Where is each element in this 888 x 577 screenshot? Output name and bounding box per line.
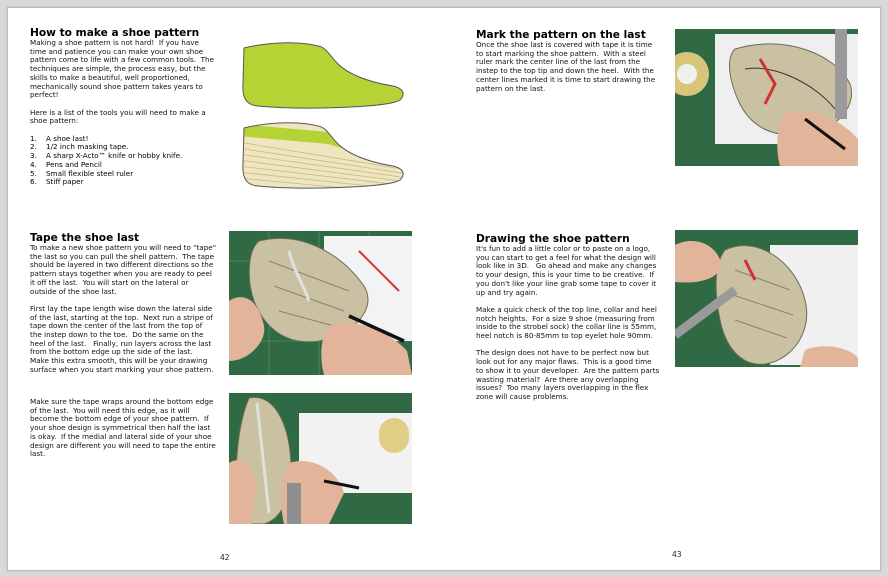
- section-drawing-pattern: [476, 233, 661, 402]
- list-item: 1. A shoe last!: [30, 133, 89, 143]
- section-title: Drawing the shoe pattern: [476, 233, 630, 245]
- list-item: 4. Pens and Pencil: [30, 159, 102, 169]
- section-mark-pattern: [476, 29, 661, 93]
- section-tape-last: [30, 232, 219, 375]
- paragraph: It's fun to add a little color or to paste on a logo, you can start to get a feel for what the design will look like in 3D. Go ahead and make any changes to your design, this is your time to be creative. If you don't like your line grab some tape to cover it up and try again.: [476, 244, 659, 297]
- mark-pattern-photo: [675, 29, 858, 166]
- right-page: [444, 8, 880, 570]
- section-tape-last-cont: [30, 397, 219, 459]
- paragraph: Make a quick check of the top line, collar and heel notch heights. For a size 9 shoe (measuring from inside to the strobel sock) the collar line is 55mm, heel notch is 80-85mm to top eyelet hole 90mm.: [476, 304, 660, 341]
- section-title: How to make a shoe pattern: [30, 27, 200, 39]
- taping-last-photo: [229, 231, 412, 375]
- page-number: 42: [220, 553, 230, 562]
- shoe-last-illustration: [238, 38, 408, 110]
- list-item: 5. Small flexible steel ruler: [30, 168, 134, 178]
- section-shoe-pattern: [30, 27, 216, 187]
- paragraph: Make sure the tape wraps around the bottom edge of the last. You will need this edge, as it will become the bottom edge of your shoe pattern. If your shoe design is symmetrical then half the last is okay. If the medial and lateral side of your shoe design are different you will need to tape the entire last.: [30, 397, 219, 459]
- section-title: Tape the shoe last: [30, 232, 140, 244]
- marking-last-photo: [229, 393, 412, 524]
- tools-list: [30, 135, 216, 187]
- taped-last-illustration: [238, 118, 408, 190]
- paragraph: First lay the tape length wise down the lateral side of the last, starting at the top. Next run a stripe of tape down the center of the last from the top of the instep down to the toe. Do the same on the heel of the last. Finally, run layers across the last from the bottom edge up the side of the last. Make this extra smooth, this will be your drawing surface when you start marking your shoe pattern.: [30, 303, 216, 374]
- page-number: 43: [672, 550, 682, 559]
- list-item: 2. 1/2 inch masking tape.: [30, 142, 129, 152]
- intro-text: Making a shoe pattern is not hard! If you have time and patience you can make your own shoe pattern come to life with a few common tools. The techniques are simple, the process easy, but the skills to make a beautiful, well proportioned, mechanically sound shoe pattern takes years to perfect!: [30, 38, 217, 100]
- left-page: [8, 8, 444, 570]
- paragraph: The design does not have to be perfect now but look out for any major flaws. This is a good time to show it to your developer. Are the pattern parts wasting material? Are there any overlapping issues? Too many layers overlapping in the flex zone will cause problems.: [476, 348, 662, 401]
- tools-intro-text: Here is a list of the tools you will need to make a shoe pattern:: [30, 107, 208, 126]
- section-title: Mark the pattern on the last: [476, 29, 646, 41]
- list-item: 3. A sharp X-Acto™ knife or hobby knife.: [30, 151, 183, 161]
- drawing-pattern-photo: [675, 230, 858, 367]
- book-spread: [7, 7, 881, 571]
- paragraph: Once the shoe last is covered with tape it is time to start marking the shoe pattern. With a steel ruler mark the center line of the last from the instep to the top tip and down the heel. With the center lines marked it is time to start drawing the pattern on the last.: [476, 40, 658, 93]
- list-item: 6. Stiff paper: [30, 177, 84, 187]
- paragraph: To make a new shoe pattern you will need to "tape" the last so you can pull the shell pattern. The tape should be layered in two different directions so the pattern stays together when you are ready to peel it off the last. You will start on the lateral or outside of the shoe last.: [30, 243, 219, 296]
